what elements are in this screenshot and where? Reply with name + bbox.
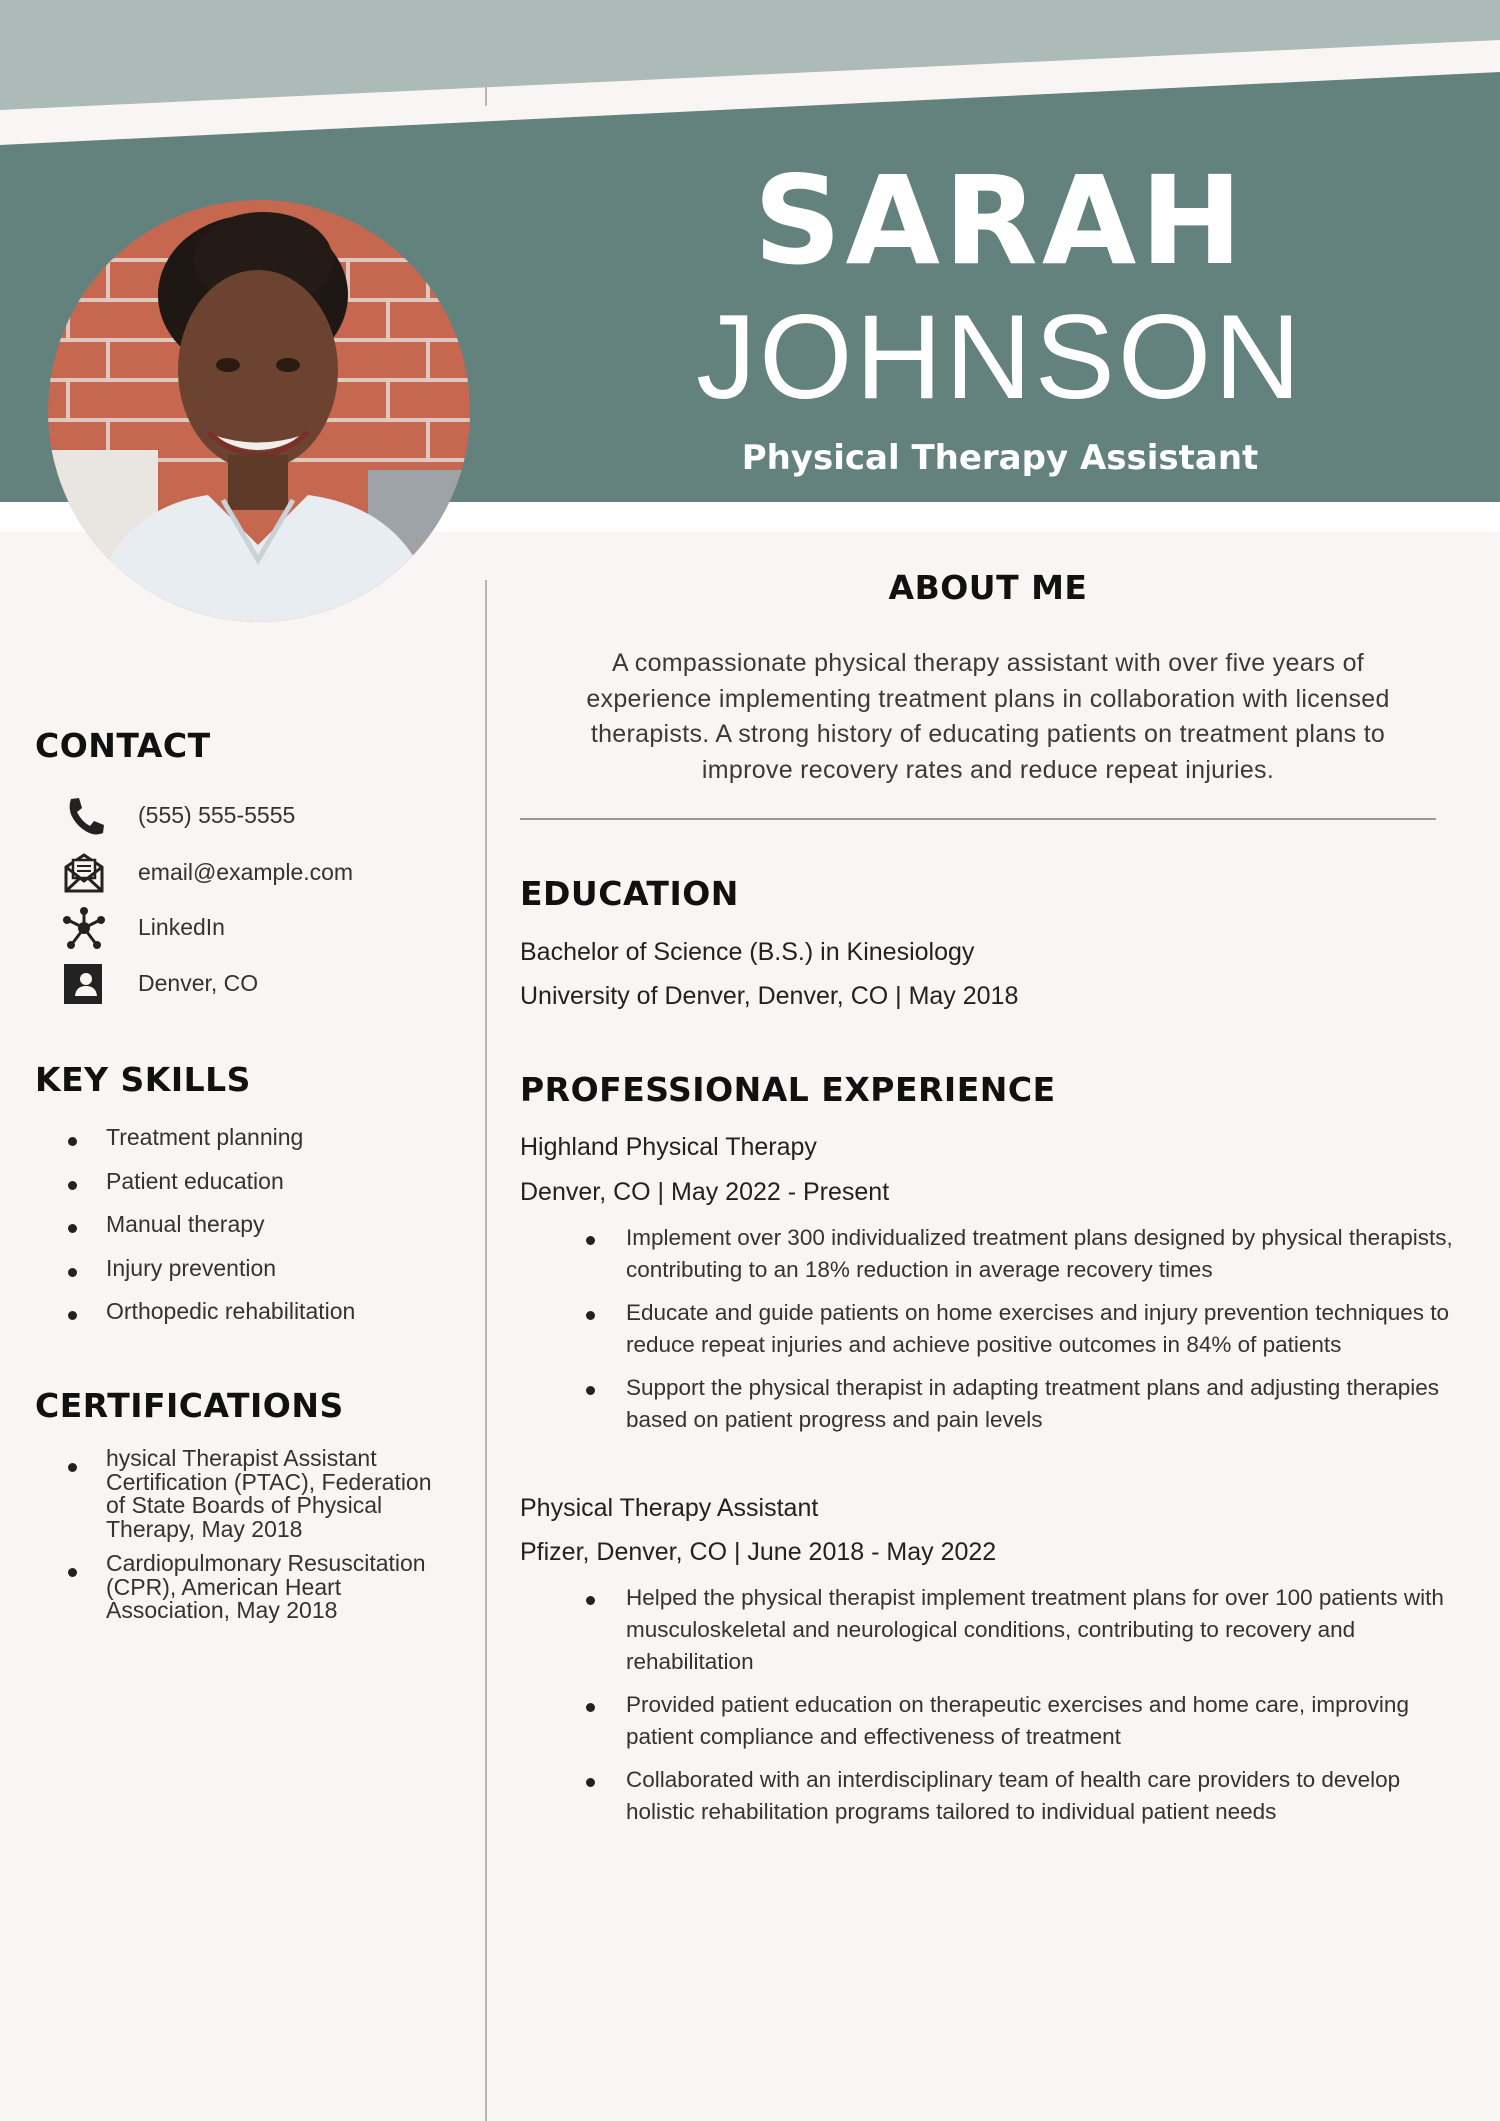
bullet-icon: [68, 1463, 77, 1472]
list-item: [68, 1295, 468, 1339]
bullet-icon: [586, 1311, 595, 1320]
bullet-icon: [68, 1568, 77, 1577]
bullet-icon: [68, 1224, 77, 1233]
email-text: email@example.com: [138, 859, 354, 885]
bullet-icon: [586, 1386, 595, 1395]
profile-photo: [48, 200, 470, 622]
list-item: [68, 1252, 468, 1296]
phone-text: (555) 555-5555: [138, 802, 296, 828]
certification-text: Cardiopulmonary Resuscitation (CPR), American Heart Association, May 2018: [106, 1550, 426, 1623]
list-item: [68, 1447, 448, 1541]
skill-text: Treatment planning: [106, 1124, 304, 1150]
bullet-text: Implement over 300 individualized treatment plans designed by physical therapists, contributing to an 18% reduction in average recovery times: [626, 1225, 1453, 1282]
job-meta: Denver, CO | May 2022 - Present: [520, 1178, 890, 1206]
about-text: A compassionate physical therapy assistant with over five years of experience implementing treatment plans in collaboration with licensed therapists. A strong history of educating patients on treatment plans to improve recovery rates and reduce repeat injuries.: [586, 649, 1390, 784]
list-item: [580, 1222, 1460, 1286]
education-heading: EDUCATION: [520, 874, 739, 913]
skills-heading: KEY SKILLS: [35, 1060, 251, 1099]
contact-heading: CONTACT: [35, 726, 211, 765]
network-icon: [62, 906, 106, 950]
about-heading: ABOUT ME: [888, 568, 1088, 607]
skills-list: [68, 1121, 468, 1339]
list-item: [580, 1372, 1460, 1436]
envelope-icon: [62, 851, 106, 895]
skill-text: Patient education: [106, 1167, 284, 1194]
job-bullets: [580, 1222, 1460, 1447]
job-title: Physical Therapy Assistant: [520, 1494, 819, 1522]
skill-text: Orthopedic rehabilitation: [106, 1298, 356, 1324]
location-text: Denver, CO: [138, 970, 259, 996]
contact-card-icon: [62, 962, 106, 1006]
bullet-icon: [586, 1778, 595, 1787]
list-item: [580, 1582, 1460, 1678]
certifications-heading: CERTIFICATIONS: [35, 1386, 344, 1425]
phone-icon: [62, 794, 106, 838]
experience-heading: PROFESSIONAL EXPERIENCE: [520, 1070, 1056, 1109]
column-divider-top: [485, 76, 487, 106]
job-bullets: [580, 1582, 1460, 1839]
linkedin-text: LinkedIn: [138, 914, 225, 940]
column-divider: [485, 580, 487, 2121]
bullet-icon: [68, 1268, 77, 1277]
list-item: [68, 1552, 448, 1623]
bullet-icon: [68, 1137, 77, 1146]
bullet-icon: [586, 1596, 595, 1605]
contact-location: [62, 962, 462, 1006]
contact-phone: [62, 794, 462, 838]
bullet-icon: [586, 1703, 595, 1712]
last-name: JOHNSON: [696, 290, 1304, 424]
contact-email: [62, 851, 462, 895]
list-item: [580, 1297, 1460, 1361]
job-title: Physical Therapy Assistant: [741, 438, 1259, 478]
list-item: [580, 1689, 1460, 1753]
bullet-text: Helped the physical therapist implement treatment plans for over 100 patients with musculoskeletal and neurological conditions, contributing to recovery and rehabilitation: [626, 1585, 1444, 1674]
bullet-text: Provided patient education on therapeutic exercises and home care, improving patient compliance and effectiveness of treatment: [626, 1692, 1409, 1749]
bullet-icon: [68, 1181, 77, 1190]
bullet-icon: [586, 1236, 595, 1245]
section-divider: [520, 818, 1436, 820]
first-name: SARAH: [753, 150, 1247, 292]
list-item: [580, 1764, 1460, 1828]
list-item: [68, 1208, 468, 1252]
contact-linkedin: [62, 906, 462, 950]
bullet-text: Support the physical therapist in adapting treatment plans and adjusting therapies based on patient progress and pain levels: [626, 1375, 1440, 1432]
bullet-text: Educate and guide patients on home exercises and injury prevention techniques to reduce repeat injuries and achieve positive outcomes in 84% of patients: [626, 1300, 1450, 1357]
list-item: [68, 1165, 468, 1209]
bullet-text: Collaborated with an interdisciplinary team of health care providers to develop holistic rehabilitation programs tailored to individual patient needs: [626, 1767, 1401, 1824]
education-school: University of Denver, Denver, CO | May 2018: [520, 982, 1019, 1010]
list-item: [68, 1121, 468, 1165]
bullet-icon: [68, 1311, 77, 1320]
certifications-list: [68, 1447, 448, 1634]
job-title: Highland Physical Therapy: [520, 1133, 817, 1161]
skill-text: Injury prevention: [106, 1254, 277, 1281]
certification-text: hysical Therapist Assistant Certification (PTAC), Federation of State Boards of Physical Therapy, May 2018: [106, 1445, 432, 1542]
job-meta: Pfizer, Denver, CO | June 2018 - May 2022: [520, 1538, 997, 1566]
education-degree: Bachelor of Science (B.S.) in Kinesiology: [520, 938, 975, 966]
skill-text: Manual therapy: [106, 1211, 265, 1237]
